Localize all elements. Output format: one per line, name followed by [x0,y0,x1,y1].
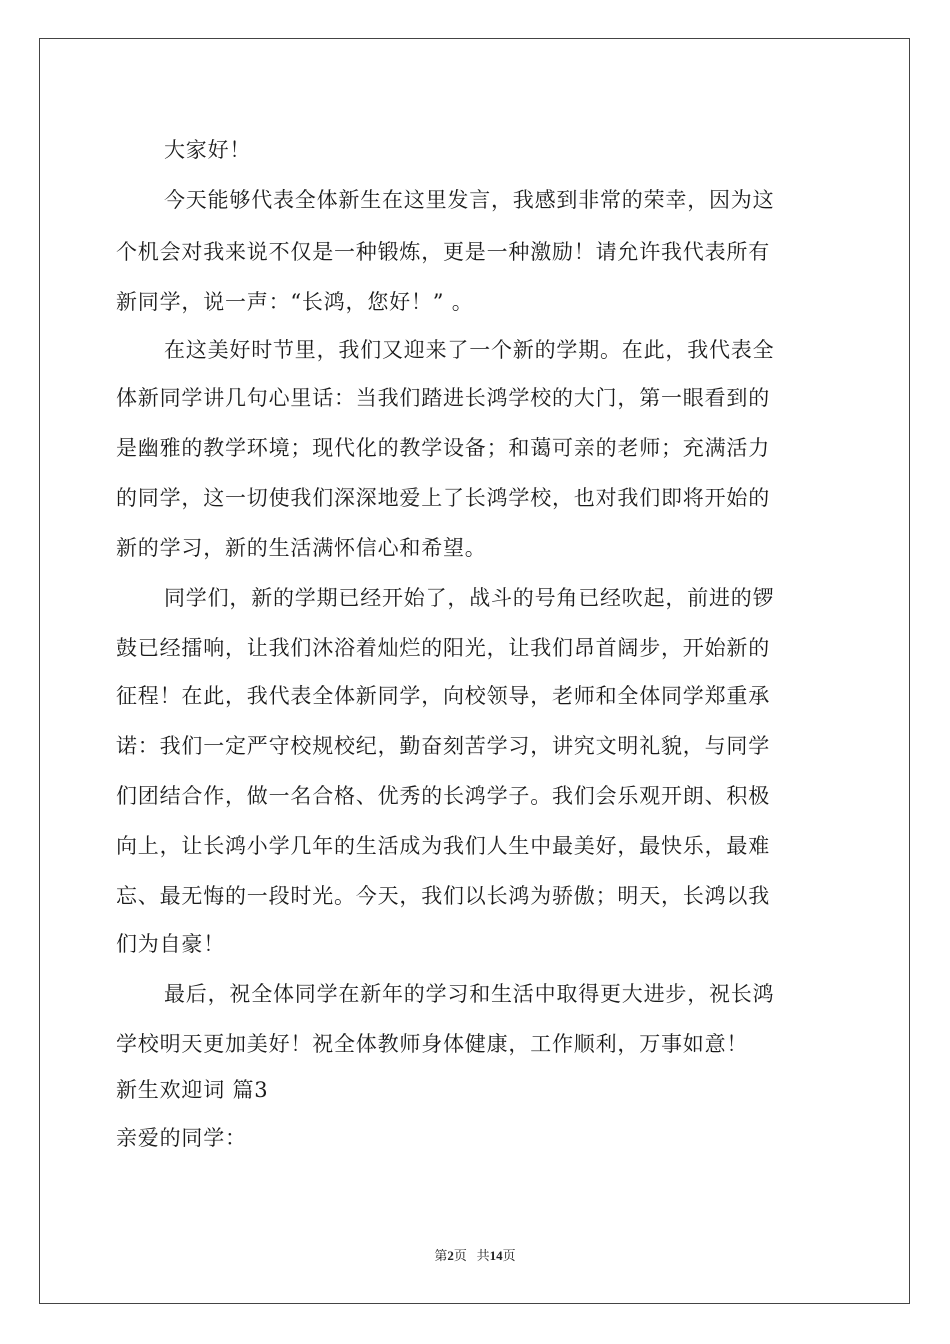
text-line: 们团结合作，做一名合格、优秀的长鸿学子。我们会乐观开朗、积极 [116,784,770,808]
page-footer [0,1245,950,1264]
section-heading: 新生欢迎词 篇3 [116,1078,269,1102]
text-line: 今天能够代表全体新生在这里发言，我感到非常的荣幸，因为这 [164,188,775,212]
current-page-number: 2 [447,1248,454,1263]
text-line: 在这美好时节里，我们又迎来了一个新的学期。在此，我代表全 [164,338,775,362]
footer-total-prefix: 共 [476,1248,490,1263]
text-line: 们为自豪！ [116,932,225,956]
text-line: 大家好！ [164,138,252,162]
text-line: 最后，祝全体同学在新年的学习和生活中取得更大进步，祝长鸿 [164,982,775,1006]
total-pages-number: 14 [489,1248,503,1263]
text-line: 诺：我们一定严守校规校纪，勤奋刻苦学习，讲究文明礼貌，与同学 [116,734,770,758]
text-line: 同学们，新的学期已经开始了，战斗的号角已经吹起，前进的锣 [164,586,775,610]
salutation: 亲爱的同学： [116,1126,247,1150]
footer-page-word: 页 [453,1248,467,1263]
page-frame [39,38,910,1304]
text-line: 个机会对我来说不仅是一种锻炼，更是一种激励！请允许我代表所有 [116,240,770,264]
text-line: 征程！在此，我代表全体新同学，向校领导，老师和全体同学郑重承 [116,684,770,708]
text-line: 向上，让长鸿小学几年的生活成为我们人生中最美好，最快乐，最难 [116,834,770,858]
text-line: 新的学习，新的生活满怀信心和希望。 [116,536,487,560]
text-line: 鼓已经擂响，让我们沐浴着灿烂的阳光，让我们昂首阔步，开始新的 [116,636,770,660]
text-line: 新同学，说一声：“长鸿，您好！” 。 [116,290,474,314]
text-line: 忘、最无悔的一段时光。今天，我们以长鸿为骄傲；明天，长鸿以我 [116,884,770,908]
footer-total-word: 页 [502,1248,516,1263]
footer-prefix: 第 [434,1248,448,1263]
text-line: 体新同学讲几句心里话：当我们踏进长鸿学校的大门，第一眼看到的 [116,386,770,410]
text-line: 是幽雅的教学环境；现代化的教学设备；和蔼可亲的老师；充满活力 [116,436,770,460]
text-line: 的同学，这一切使我们深深地爱上了长鸿学校，也对我们即将开始的 [116,486,770,510]
text-line: 学校明天更加美好！祝全体教师身体健康，工作顺利，万事如意！ [116,1032,749,1056]
